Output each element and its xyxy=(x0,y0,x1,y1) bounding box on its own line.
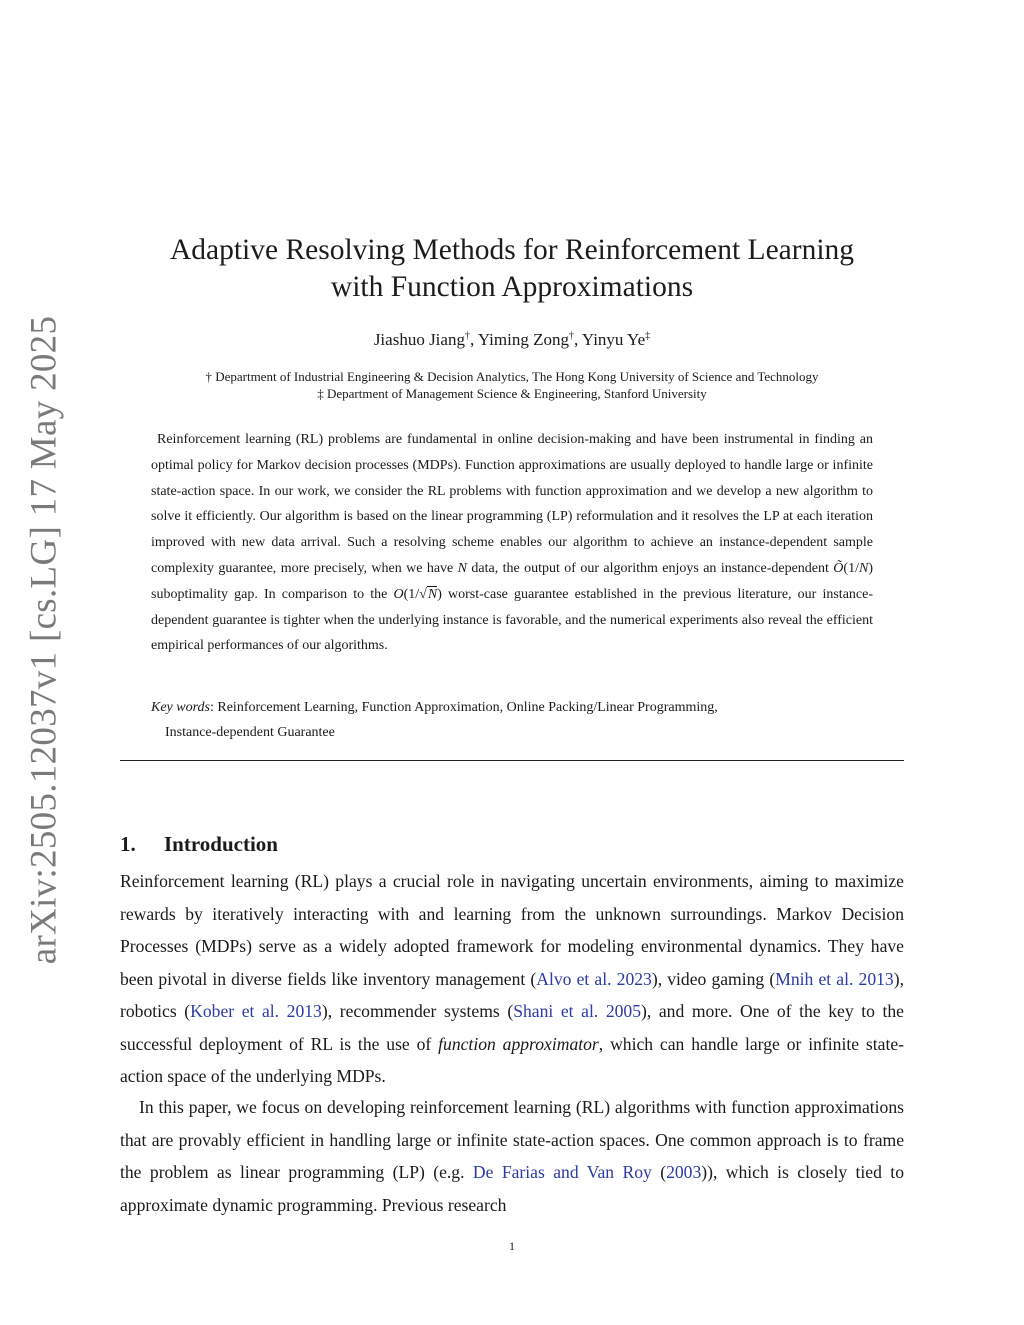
math-arg: (1/ xyxy=(843,560,859,576)
para-text: ), recommender systems ( xyxy=(321,1001,514,1021)
author-mark: ‡ xyxy=(645,330,651,342)
keywords xyxy=(151,695,873,745)
affiliation-2: ‡ Department of Management Science & Engineering, Stanford University xyxy=(317,386,707,401)
para-text: Reinforcement learning (RL) plays a crucial role in navigating uncertain environments, aiming to maximize rewards by iteratively interacting with and learning from the unknown surroundings. Markov Decision Processes (MDPs) serve as a widely adopted framework for modeling environmental dynamics. They have been pivotal in diverse fields like inventory management ( xyxy=(120,871,904,989)
math-arg: (1/√ xyxy=(403,586,427,602)
citation-link[interactable]: Mnih et al. 2013 xyxy=(775,968,894,989)
arxiv-side-stamp: arXiv:2505.12037v1 [cs.LG] 17 May 2025 xyxy=(23,315,65,965)
math-bigo: O xyxy=(393,586,404,602)
intro-paragraph-2 xyxy=(120,1091,904,1221)
intro-paragraph-1 xyxy=(120,865,904,1093)
math-sqrt-var: N xyxy=(427,586,438,602)
emphasis-text: function approximator xyxy=(438,1033,599,1054)
math-otilde: Õ xyxy=(833,560,844,576)
citation-link[interactable]: 2003 xyxy=(666,1162,702,1182)
citation-link[interactable]: Kober et al. 2013 xyxy=(190,1001,322,1021)
math-var: N xyxy=(858,560,869,576)
author-list: Jiashuo Jiang†, Yiming Zong†, Yinyu Ye‡ xyxy=(373,330,651,349)
author-name: Jiashuo Jiang xyxy=(373,330,465,349)
para-text: In this paper, we focus on developing reinforcement learning (RL) algorithms with function approximations that are provably efficient in handling large or infinite state-action spaces. One common approach is to frame the problem as linear programming (LP) (e.g. xyxy=(120,1097,904,1182)
para-text: )), which is closely tied to approximate dynamic programming. Previous research xyxy=(120,1162,904,1215)
math-close: ) xyxy=(437,586,442,602)
citation-link[interactable]: Alvo et al. 2023 xyxy=(536,968,652,989)
section-heading xyxy=(120,832,278,857)
para-text: ), robotics ( xyxy=(120,968,904,1021)
keywords-label: Key words xyxy=(151,700,210,715)
affiliation-1: † Department of Industrial Engineering & Decision Analytics, The Hong Kong University of Science and Technology xyxy=(205,369,819,384)
math-var: N xyxy=(457,560,467,576)
keywords-line-2: Instance-dependent Guarantee xyxy=(165,725,335,740)
citation-link[interactable]: Shani et al. 2005 xyxy=(513,1001,642,1021)
horizontal-rule xyxy=(120,760,904,761)
abstract-text: data, the output of our algorithm enjoys an instance-dependent xyxy=(467,560,834,576)
author-mark: † xyxy=(464,330,470,342)
para-text: ( xyxy=(651,1162,667,1182)
title-line-2: with Function Approximations xyxy=(330,271,694,303)
title-line-1: Adaptive Resolving Methods for Reinforcement Learning xyxy=(169,234,855,266)
keywords-line-1: : Reinforcement Learning, Function Approximation, Online Packing/Linear Programming, xyxy=(209,700,718,715)
section-number: 1. xyxy=(120,832,136,856)
citation-link[interactable]: De Farias and Van Roy xyxy=(472,1162,652,1182)
abstract xyxy=(151,427,873,659)
abstract-text: suboptimality gap. In comparison to the xyxy=(151,586,394,602)
author-name: Yinyu Ye xyxy=(581,330,646,349)
paper-title xyxy=(120,232,904,306)
abstract-text: Reinforcement learning (RL) problems are fundamental in online decision-making and have been instrumental in finding an optimal policy for Markov decision processes (MDPs). Function approximations are usually deployed to handle large or infinite state-action space. In our work, we consider the RL problems with function approximation and we develop a new algorithm to solve it efficiently. Our algorithm is based on the linear programming (LP) reformulation and it resolves the LP at each iteration improved with new data arrival. Such a resolving scheme enables our algorithm to achieve an instance-dependent sample complexity guarantee, more precisely, when we have xyxy=(151,432,873,576)
para-text: , which can handle large or infinite state-action space of the underlying MDPs. xyxy=(120,1033,904,1086)
para-text: ), and more. One of the key to the successful deployment of RL is the use of xyxy=(120,1001,904,1054)
section-title: Introduction xyxy=(164,832,278,856)
author-name: Yiming Zong xyxy=(477,330,569,349)
math-close: ) xyxy=(868,560,873,576)
para-text: ), video gaming ( xyxy=(651,968,776,989)
abstract-text: worst-case guarantee established in the previous literature, our instance-dependent guarantee is tighter when the underlying instance is favorable, and the numerical experiments also reveal the efficient empirical performances of our algorithms. xyxy=(151,586,874,654)
page-number: 1 xyxy=(509,1239,515,1253)
author-mark: † xyxy=(568,330,574,342)
